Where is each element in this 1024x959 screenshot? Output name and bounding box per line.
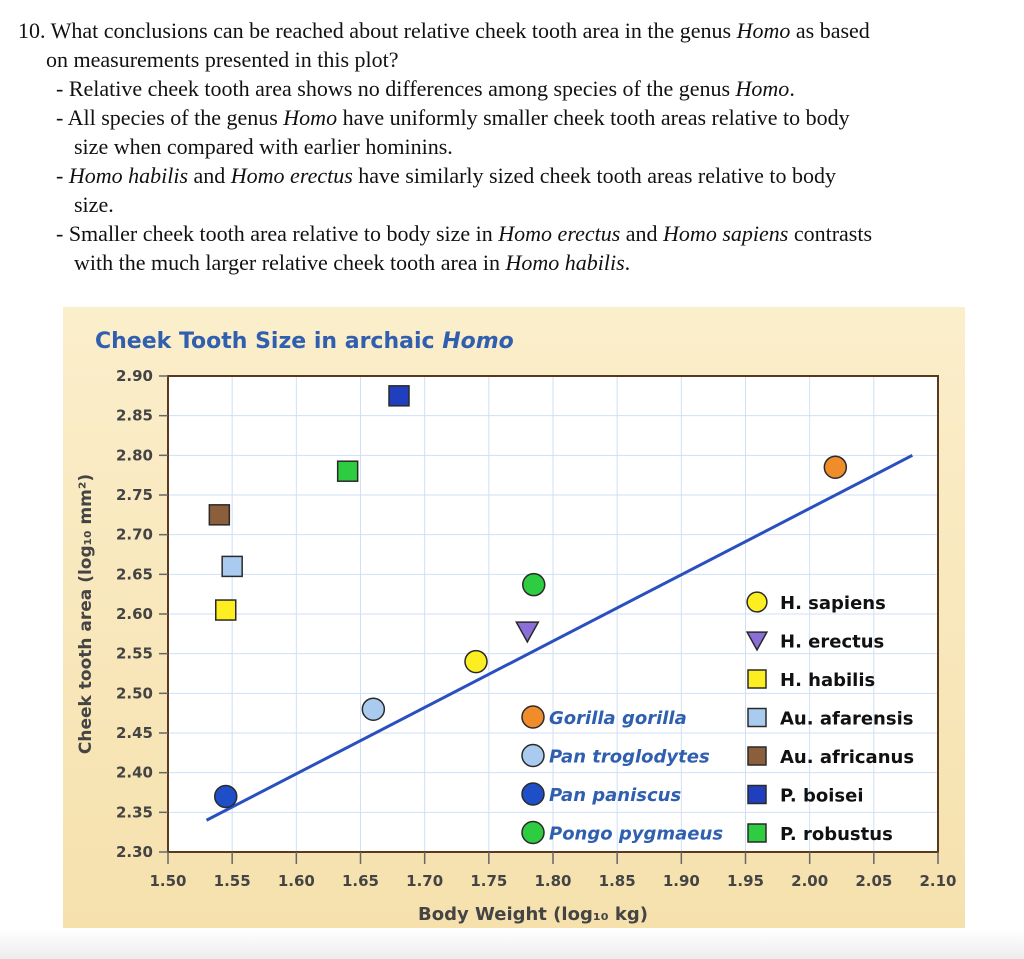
y-tick-label: 2.50: [115, 684, 153, 703]
answer-option-2-part-0: - All species of the genus: [56, 105, 284, 130]
legend-label: Pan paniscus: [549, 785, 682, 806]
answer-option-3-continued: size.: [74, 192, 114, 217]
legend-label: H. habilis: [780, 670, 876, 691]
data-point-pan-paniscus: [215, 785, 237, 807]
answer-option-4-part-1: Homo erectus: [498, 221, 621, 246]
answer-option-4-cont-part-0: with the much larger relative cheek tooth area in: [74, 250, 506, 275]
y-tick-label: 2.30: [115, 843, 153, 861]
legend-marker: [522, 706, 544, 728]
answer-option-4-part-3: Homo sapiens: [663, 221, 789, 246]
y-tick-label: 2.90: [115, 367, 153, 385]
legend-marker: [748, 747, 766, 765]
legend-label: H. erectus: [780, 631, 885, 653]
question-stem-line1: 10. What conclusions can be reached about relative cheek tooth area in the genus Homo as based: [18, 18, 870, 43]
answer-option-3[interactable]: [18, 161, 1018, 190]
question-number: 10.: [18, 18, 46, 43]
x-tick-label: 1.55: [213, 872, 251, 890]
legend-label: P. robustus: [780, 824, 893, 845]
x-tick-label: 2.05: [855, 872, 893, 890]
y-tick-label: 2.65: [115, 565, 153, 584]
answer-option-4[interactable]: [18, 219, 1018, 248]
legend-label: Gorilla gorilla: [549, 708, 687, 729]
legend-marker: [748, 824, 766, 842]
x-axis-label: Body Weight (log₁₀ kg): [418, 904, 648, 925]
data-point-au-africanus: [209, 505, 229, 525]
scatter-chart: [63, 307, 965, 928]
data-point-h-sapiens: [465, 651, 487, 673]
legend-marker: [522, 822, 544, 844]
data-point-gorilla-gorilla: [824, 456, 846, 478]
answer-option-4-part-0: - Smaller cheek tooth area relative to body size in: [56, 221, 499, 246]
legend-label: H. sapiens: [780, 593, 886, 614]
data-point-p-robustus: [338, 461, 358, 481]
answer-option-3-part-3: Homo erectus: [230, 163, 353, 188]
legend-label: Pongo pygmaeus: [549, 823, 724, 845]
legend-marker: [748, 670, 766, 688]
legend-label: Pan troglodytes: [549, 746, 710, 768]
chart-title: Cheek Tooth Size in archaic Homo: [95, 329, 514, 354]
y-tick-label: 2.55: [115, 644, 153, 663]
data-point-p-boisei: [389, 386, 409, 406]
answer-option-2-continued: size when compared with earlier hominins.: [74, 134, 453, 159]
y-tick-label: 2.40: [115, 763, 153, 782]
x-tick-label: 1.50: [149, 872, 187, 890]
y-tick-label: 2.60: [115, 605, 153, 623]
x-tick-label: 1.90: [662, 872, 700, 890]
x-tick-label: 2.10: [919, 872, 957, 890]
legend-marker: [747, 592, 767, 612]
answer-option-4-part-2: and: [620, 221, 664, 246]
chart-panel: [63, 307, 965, 928]
y-tick-label: 2.70: [115, 525, 153, 544]
y-tick-label: 2.45: [115, 724, 153, 742]
y-tick-label: 2.75: [115, 486, 153, 504]
data-point-pongo-pygmaeus: [523, 574, 545, 596]
x-tick-label: 1.70: [406, 872, 444, 890]
y-tick-label: 2.85: [115, 406, 153, 425]
y-tick-label: 2.80: [115, 446, 153, 465]
legend-label: P. boisei: [780, 785, 864, 807]
answer-options: [18, 74, 1018, 277]
data-point-h-habilis: [216, 600, 236, 620]
answer-option-1-part-0: - Relative cheek tooth area shows no differences among species of the genus: [56, 76, 736, 101]
x-tick-label: 2.00: [791, 872, 829, 890]
answer-option-3-part-4: have similarly sized cheek tooth areas relative to body: [352, 163, 836, 188]
answer-option-2-part-1: Homo: [283, 105, 338, 130]
legend-marker: [522, 783, 544, 805]
answer-option-2[interactable]: [18, 103, 1018, 132]
answer-option-1-part-2: .: [789, 76, 795, 101]
x-tick-label: 1.60: [277, 872, 315, 890]
answer-option-4-continued: [18, 248, 1018, 277]
x-tick-label: 1.75: [470, 872, 508, 890]
answer-option-3-part-0: -: [56, 163, 69, 188]
answer-option-3-part-2: and: [188, 163, 231, 188]
x-tick-label: 1.65: [341, 872, 380, 890]
legend-label: Au. afarensis: [780, 708, 914, 730]
answer-option-4-cont-part-1: Homo habilis: [505, 250, 625, 275]
legend-marker: [748, 786, 766, 804]
answer-option-3-part-1: Homo habilis: [68, 163, 189, 188]
legend-marker: [522, 745, 544, 767]
answer-option-1-part-1: Homo: [735, 76, 790, 101]
legend-marker: [748, 709, 766, 727]
x-tick-label: 1.80: [534, 872, 572, 890]
answer-option-2-part-2: have uniformly smaller cheek tooth areas relative to body: [337, 105, 850, 130]
question-text: [18, 16, 1018, 277]
answer-option-4-cont-part-2: .: [624, 250, 631, 275]
answer-option-1[interactable]: [18, 74, 1018, 103]
question-stem-line2: on measurements presented in this plot?: [46, 47, 399, 72]
answer-option-4-part-4: contrasts: [788, 221, 873, 246]
y-tick-label: 2.35: [115, 803, 153, 822]
legend-label: Au. africanus: [780, 747, 915, 768]
page-bottom-edge: [0, 930, 1024, 959]
data-point-pan-troglodytes: [362, 698, 384, 720]
y-axis-label: Cheek tooth area (log₁₀ mm²): [76, 473, 96, 755]
x-tick-label: 1.85: [598, 872, 636, 890]
data-point-au-afarensis: [222, 556, 242, 576]
x-tick-label: 1.95: [726, 872, 765, 890]
